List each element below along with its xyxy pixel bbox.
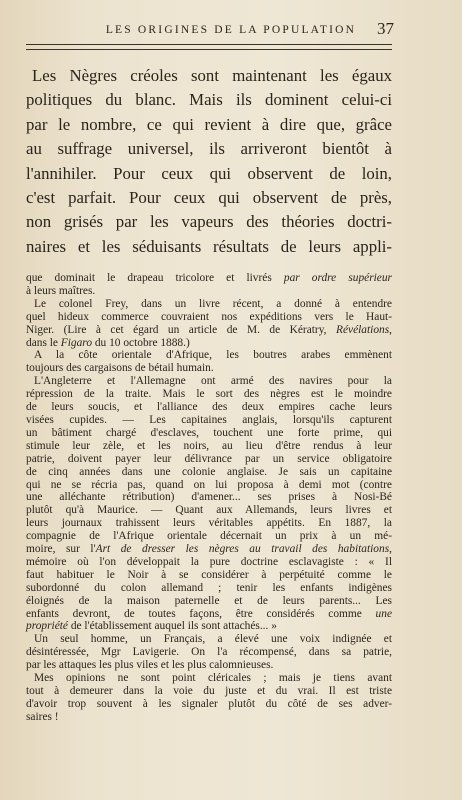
footnote-line: mémoire où l'on développait la pure doctrine esclavagiste : « Il xyxy=(26,555,392,568)
main-line: c'est parfait. Pour ceux qui observent de près, xyxy=(26,188,392,208)
footnote xyxy=(26,272,392,724)
footnote-line: saires ! xyxy=(26,710,59,723)
running-head: LES ORIGINES DE LA POPULATION xyxy=(105,24,357,36)
footnote-line: dans le Figaro du 10 octobre 1888.) xyxy=(26,336,190,349)
main-paragraph xyxy=(26,64,392,259)
footnote-line: propriété de l'établissement auquel ils sont attachés... » xyxy=(26,620,277,633)
footnote-line: un bâtiment chargé d'esclaves, touchent une forte prime, qui xyxy=(26,426,392,439)
footnote-line: répression de la traite. Mais le sort des nègres est le moindre xyxy=(26,388,392,401)
footnote-line: que dominait le drapeau tricolore et livrés par ordre supérieur xyxy=(26,272,392,284)
main-line: politiques du blanc. Mais ils dominent celui-ci xyxy=(26,90,392,110)
footnote-line: visées cupides. — Les capitaines anglais, lorsqu'ils capturent xyxy=(26,413,392,426)
footnote-line: compagnie de l'Afrique orientale décernait un prix à un mé- xyxy=(26,530,392,543)
footnote-line: plutôt qu'à Maurice. — Quant aux Allemands, leurs livres et xyxy=(26,504,392,517)
footnote-line: Un seul homme, un Français, a élevé une voix indignée et xyxy=(34,633,392,646)
main-line: naires et les séduisants résultats de leurs appli- xyxy=(26,236,392,256)
footnote-line: Le colonel Frey, dans un livre récent, a donné à entendre xyxy=(34,297,392,310)
footnote-line: par les attaques les plus viles et les plus calomnieuses. xyxy=(26,659,274,672)
footnote-line: quel hideux commerce couvraient nos expéditions vers le Haut- xyxy=(26,310,392,323)
footnote-line: moire, sur l'Art de dresser les nègres au travail des habitations, xyxy=(26,543,392,556)
footnote-line: A la côte orientale d'Afrique, les boutres arabes emmènent xyxy=(34,349,392,362)
footnote-line: de cinq années dans une colonie anglaise. Je sais un capitaine xyxy=(26,465,392,478)
footnote-line: de leurs soucis, et l'alliance des deux empires cache leurs xyxy=(26,401,392,414)
footnote-line: qui ne se récria pas, quand on lui proposa à demi mot (contre xyxy=(26,478,392,491)
footnote-line: d'avoir trop souvent à les signaler plutôt du côté de ses adver- xyxy=(26,697,392,710)
main-line: par le nombre, ce qui revient à dire que, grâce xyxy=(26,114,392,134)
footnote-line: patrie, doivent payer leur délivrance par un service obligatoire xyxy=(26,452,392,465)
footnote-line: éloignés de la maison paternelle et de leurs parents... Les xyxy=(26,594,392,607)
footnote-line: une alléchante rétribution) d'amener... ses prises à Nosi-Bé xyxy=(26,491,392,504)
main-line: non grisés par les vapeurs des théories doctri- xyxy=(26,212,392,232)
main-line: l'annihiler. Pour ceux qui observent de loin, xyxy=(26,163,392,183)
header-rule xyxy=(26,44,392,50)
footnote-line: Niger. (Lire à cet égard un article de M. de Kératry, Révélations, xyxy=(26,323,392,336)
footnote-line: stimule leur zèle, et les noirs, au lieu d'être rendus à leur xyxy=(26,439,392,452)
footnote-line: désintéressée, Mgr Lavigerie. On l'a récompensé, dans sa patrie, xyxy=(26,646,392,659)
footnote-line: faut habituer le Noir à se considérer à perpétuité comme le xyxy=(26,568,392,581)
footnote-line: subordonné du colon allemand ; tenir les enfants indigènes xyxy=(26,581,392,594)
footnote-line: tout à demeurer dans la voie du juste et du vrai. Il est triste xyxy=(26,685,392,697)
footnote-line: Mes opinions ne sont point cléricales ; mais je tiens avant xyxy=(34,672,392,685)
footnote-line: à leurs maîtres. xyxy=(26,284,96,297)
main-line: au suffrage universel, ils arriveront bientôt à xyxy=(26,139,392,159)
footnote-line: L'Angleterre et l'Allemagne ont armé des navires pour la xyxy=(34,375,392,388)
page-number: 37 xyxy=(377,19,394,38)
page-header xyxy=(0,18,462,40)
footnote-line: leurs journaux trahissent leurs véritables appétits. En 1887, la xyxy=(26,517,392,530)
footnote-line: toujours des cargaisons de bétail humain. xyxy=(26,362,214,375)
main-line: Les Nègres créoles sont maintenant les égaux xyxy=(32,66,392,85)
footnote-line: enfants devront, de toutes façons, être considérés comme une xyxy=(26,607,392,620)
